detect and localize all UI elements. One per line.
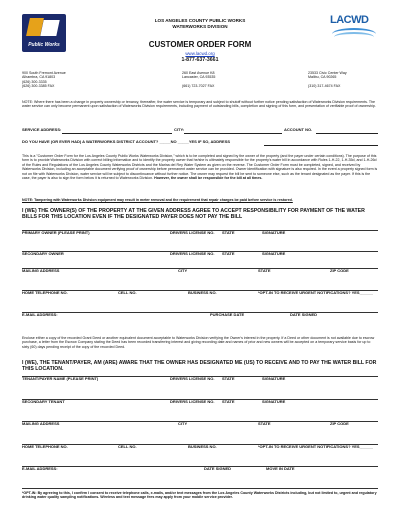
tenant-date-signed-label: DATE SIGNED [204, 466, 232, 471]
secondary-owner-signature-label: SIGNATURE [262, 251, 286, 256]
form-purpose-paragraph: This is a "Customer Order Form for the Los Angeles County Public Works Waterworks Division," which is to be completed and signed by the owner of the property (and the payer under certain conditions). The purpose of this form is to provide Waterworks Division with correct billing information and to identify the property owner that he/she is ultimately responsible for the property's water bill in accordance with Rules 1-H-22, 1-H-35d, and 1-H-26d of the Rules and Regulations of the Los Angeles County Waterworks Districts and the Marina del Rey Water System as given on the reverse. The Customer Order Form must be completed, signed, and received by Waterworks Division, including an acceptable document verifying proof of ownership before permanent water service can be provided. Owner identification with signature is also required. In the event a property signed form is not on file with Waterworks Division, water service will be subject to discontinuance without further notice. The owner may request the bill be sent to someone else, such as the tenant designated as the payer. If this is the case, the payer is also to sign the form below it is returned to Waterworks Division. However, the owner shall be responsible for the bill at all times. [22, 154, 378, 181]
account-no-field[interactable] [316, 133, 378, 134]
ownership-note: NOTE: Where there has been a change in property ownership or tenancy, thereafter, the water service is temporary and subject to shutoff without further notice pending satisfaction of Waterworks Division requirements. The water service can only become permanent upon satisfaction of Waterworks Division requirements, including payment of outstanding bills, completion and signing of this form, and presentation of verifiable proof of ownership. [22, 100, 376, 109]
purchase-date-label: PURCHASE DATE [210, 312, 245, 317]
public-works-logo [22, 14, 66, 52]
lacwd-logo [330, 14, 380, 48]
tenant-license-label: DRIVERS LICENSE NO. [170, 376, 215, 381]
agency-name: LOS ANGELES COUNTY PUBLIC WORKS [154, 18, 246, 23]
tampering-note: NOTE: Tampering with Waterworks Division equipment may result in meter removal and the requirement that repair charges be paid before service is restored. [22, 198, 293, 202]
account-no-label: ACCOUNT NO. [284, 127, 313, 132]
tenant-name-label: TENANT/PAYER NAME (PLEASE PRINT) [22, 376, 99, 381]
owner-opt-in-label[interactable]: *OPT-IN TO RECEIVE URGENT NOTIFICATIONS? YES______ [258, 290, 373, 295]
public-works-logo-text: Public Works [28, 42, 60, 48]
owner-business-label: BUSINESS NO. [188, 290, 217, 295]
owner-city-label: CITY [178, 268, 188, 273]
secondary-tenant-license-label: DRIVERS LICENSE NO. [170, 399, 215, 404]
district-account-address-field[interactable] [264, 145, 378, 146]
secondary-tenant-label: SECONDARY TENANT [22, 399, 65, 404]
division-name: WATERWORKS DIVISION [172, 24, 228, 29]
primary-owner-state-label: STATE [222, 230, 235, 235]
tenant-state-label: STATE [222, 376, 235, 381]
move-in-date-label: MOVE IN DATE [266, 466, 295, 471]
owner-mailing-address-label: MAILING ADDRESS [22, 268, 60, 273]
deed-enclosure-note: Enclose either a copy of the recorded Grant Deed or another equivalent document acceptable to Waterworks Division verifying the Owner's interest in the property. If a Deed or other document is not available due to escrow purchase, a letter from the Escrow Company stating the Deed has been recorded transferring interest and giving recording date and names of prior and new owners will be accepted on a temporary service basis for up to sixty (60) days pending receipt of the copy of the recorded Deed. [22, 336, 375, 349]
primary-owner-license-label: DRIVERS LICENSE NO. [170, 230, 215, 235]
owner-date-signed-label: DATE SIGNED [290, 312, 318, 317]
office-alhambra: 900 South Fremont Avenue Alhambra, CA 91803 (626) 300-3335 (626) 300-3385 FAX [22, 71, 66, 89]
tenant-signature-label: SIGNATURE [262, 376, 286, 381]
tenant-opt-in-label[interactable]: *OPT-IN TO RECEIVE URGENT NOTIFICATIONS? YES______ [258, 444, 373, 449]
opt-in-footer-note: *OPT-IN: By agreeing to this, I confirm I consent to receive telephone calls, e-mails, and/or text messages from the Los Angeles County Waterworks Districts including, but not limited to, urgent and regulatory drinking water quality sampling notifications. Wireless and text message fees may apply from your mobile service provider. [22, 491, 377, 500]
secondary-owner-state-label: STATE [222, 251, 235, 256]
tenant-zip-label: ZIP CODE [330, 421, 349, 426]
secondary-owner-label: SECONDARY OWNER [22, 251, 64, 256]
primary-owner-signature-label: SIGNATURE [262, 230, 286, 235]
lacwd-logo-text: LACWD [330, 14, 369, 26]
tenant-cell-label: CELL NO. [118, 444, 137, 449]
tenant-agreement-heading: I (WE), THE TENANT/PAYER, AM (ARE) AWARE THAT THE OWNER HAS DESIGNATED ME (US) TO RECEIVE AND TO PAY THE WATER BILL FOR THIS LOCATION. [22, 360, 377, 373]
secondary-tenant-state-label: STATE [222, 399, 235, 404]
district-account-question: DO YOU HAVE (OR EVER HAD) A WATERWORKS DISTRICT ACCOUNT? _____NO _____YES IF SO, ADDRESS [22, 139, 231, 144]
tenant-business-label: BUSINESS NO. [188, 444, 217, 449]
tenant-city-label: CITY [178, 421, 188, 426]
tenant-home-phone-label: HOME TELEPHONE NO. [22, 444, 68, 449]
owner-cell-label: CELL NO. [118, 290, 137, 295]
tenant-state2-label: STATE [258, 421, 271, 426]
city-label: CITY: [174, 127, 185, 132]
secondary-owner-license-label: DRIVERS LICENSE NO. [170, 251, 215, 256]
service-address-label: SERVICE ADDRESS: [22, 127, 62, 132]
owner-home-phone-label: HOME TELEPHONE NO. [22, 290, 68, 295]
owner-email-label: E-MAIL ADDRESS: [22, 312, 58, 317]
secondary-tenant-signature-label: SIGNATURE [262, 399, 286, 404]
owner-zip-label: ZIP CODE [330, 268, 349, 273]
phone-number: 1-877-637-3661 [181, 57, 219, 63]
owner-agreement-heading: I (WE) THE OWNER(S) OF THE PROPERTY AT THE GIVEN ADDRESS AGREE TO ACCEPT RESPONSIBILITY FOR PAYMENT OF THE WATER BILLS FOR THIS LOCATION EVEN IF THE DESIGNATED PAYER DOES NOT PAY THE BILL [22, 208, 365, 221]
website-link[interactable]: www.lacwd.org [185, 51, 215, 56]
primary-owner-label: PRIMARY OWNER (PLEASE PRINT) [22, 230, 90, 235]
form-title: CUSTOMER ORDER FORM [148, 40, 252, 49]
city-field[interactable] [184, 133, 282, 134]
tenant-email-label: E-MAIL ADDRESS: [22, 466, 58, 471]
office-lancaster: 260 East Avenue K8 Lancaster, CA 93535 (661) 723-7027 FAX [182, 71, 216, 89]
tenant-mailing-address-label: MAILING ADDRESS [22, 421, 60, 426]
office-malibu: 23533 Civic Center Way Malibu, CA 90265 (310) 317-4674 FAX [308, 71, 347, 89]
service-address-field[interactable] [62, 133, 172, 134]
owner-state-label: STATE [258, 268, 271, 273]
